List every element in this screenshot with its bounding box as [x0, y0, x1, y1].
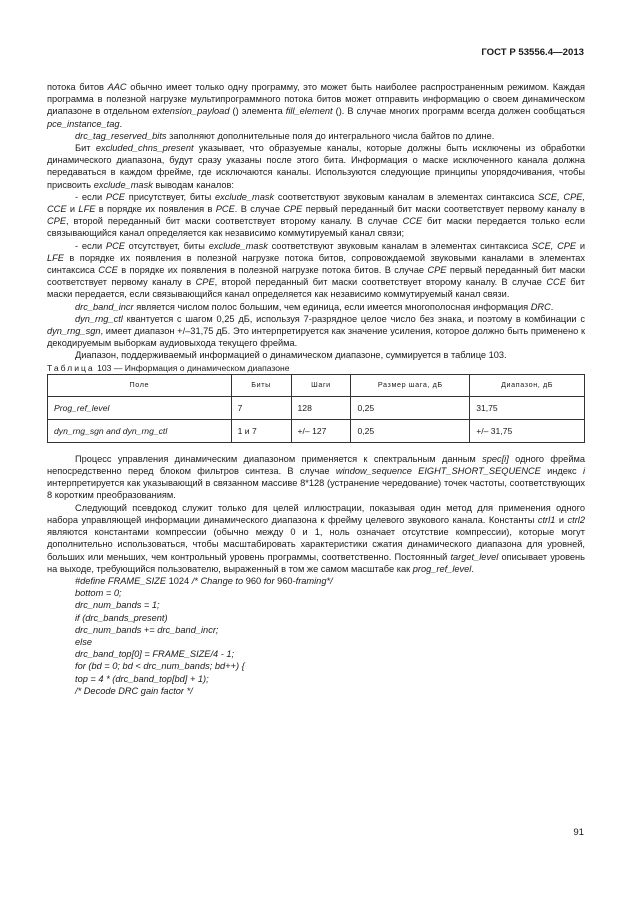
- code-line: #define FRAME_SIZE 1024 /* Change to 960 for 960-framing*/: [75, 575, 333, 586]
- paragraph-process: Процесс управления динамическим диапазоном применяется к спектральным данным spec[i] одного фрейма непосредственно перед блоком фильтров синтеза. В случае window_sequence EIGHT_SHORT_SEQUENCE индекс i интерпретируется как указывающий в связанном массиве 8*128 (устранение чередование) точек частоты, соответствующих 8 коротким преобразованиям.: [47, 453, 585, 501]
- header-field: Поле: [48, 374, 232, 396]
- code-line: drc_num_bands += drc_band_incr;: [75, 624, 219, 635]
- header-step-size: Размер шага, дБ: [351, 374, 470, 396]
- header-steps: Шаги: [291, 374, 351, 396]
- cell-steps: 128: [291, 396, 351, 419]
- cell-steps: +/– 127: [291, 419, 351, 442]
- table-caption: Таблица 103 — Информация о динамическом диапазоне: [47, 362, 290, 373]
- list-item-pce-present: - если PCE присутствует, биты exclude_mask соответствуют звуковым каналам в элементах синтаксиса SCE, CPE, CCE и LFE в порядке их появления в PCE. В случае CPE первый переданный бит маски соответствует первому каналу в CPE, второй переданный бит маски соответствует второму каналу. В случае CCE бит маски передается только если связывающийся канал определяется как независимо коммутируемый канал связи;: [47, 191, 586, 239]
- header-bits: Биты: [231, 374, 291, 396]
- cell-field: Prog_ref_level: [48, 396, 232, 419]
- table-row: [48, 396, 585, 419]
- code-line: drc_band_top[0] = FRAME_SIZE/4 - 1;: [75, 649, 235, 660]
- paragraph-reserved-bits: drc_tag_reserved_bits заполняют дополнительные поля до интегрального числа байтов по длине.: [75, 130, 495, 141]
- paragraph-excluded-channels: Бит excluded_chns_present указывает, что образуемые каналы, которые должны быть исключены из обработки динамического диапазона, будут сразу указаны после этого бита. Информация о маске исключенного канала должна передаваться в каждом фрейме, где исключаются каналы. Используются следующие принципы упорядочивания, чтобы присвоить exclude_mask выводам каналов:: [47, 143, 585, 190]
- list-item-pce-absent: - если PCE отсутствует, биты exclude_mask соответствуют звуковым каналам в элементах синтаксиса SCE, CPE и LFE в порядке их появления в полезной нагрузке потока битов, сопровождаемой звуковыми каналами в элементах синтаксиса CCE в порядке их появления в полезной нагрузке потока битов. В случае CPE первый переданный бит маски соответствует первому каналу в CPE, второй переданный бит маски соответствует второму каналу. В случае CCE бит маски передается, если связывающийся канал определяется как независимо коммутируемый канал связи.: [47, 240, 586, 300]
- cell-step-size: 0,25: [351, 396, 470, 419]
- document-body: [47, 81, 585, 697]
- paragraph-pseudocode-intro: Следующий псевдокод служит только для целей иллюстрации, показывая один метод для применения одного набора управляющей информации динамического диапазона к фрейму целевого звукового канала. Константы ctrl1 и ctrl2 являются константами компрессии (обычно между 0 и 1, ноль означает отсутствие компрессии), которые могут дополнительно использоваться, чтобы масштабировать характеристики сжатия динамического диапазона для уровней, больших или меньших, чем контрольный уровень программы, соответственно. Постоянный target_level описывает уровень на выходе, требующийся пользователю, выраженный в том же самом масштабе как prog_ref_level.: [47, 502, 585, 574]
- table-row: [48, 419, 585, 442]
- code-line: else: [75, 636, 92, 647]
- page-number: 91: [573, 827, 584, 838]
- paragraph-dyn-rng: dyn_rng_ctl квантуется с шагом 0,25 дБ, используя 7-разрядное целое число без знака, и поэтому в комбинации с dyn_rng_sgn, имеет диапазон +/–31,75 дБ. Это интерпретируется как значение усиления, которое должно быть применено к декодируемым выборкам аудиовыхода текущего фрейма.: [47, 313, 585, 349]
- code-line: top = 4 * (drc_band_top[bd] + 1);: [75, 673, 209, 684]
- header-range: Диапазон, дБ: [470, 374, 585, 396]
- code-line: for (bd = 0; bd < drc_num_bands; bd++) {: [75, 661, 245, 672]
- drc-info-table: [47, 374, 585, 443]
- cell-bits: 7: [231, 396, 291, 419]
- paragraph-summary: Диапазон, поддерживаемый информацией о динамическом диапазоне, суммируется в таблице 103.: [75, 350, 507, 361]
- cell-range: 31,75: [470, 396, 585, 419]
- table-header-row: [48, 374, 585, 396]
- paragraph-intro: потока битов AAC обычно имеет только одну программу, это может быть наиболее распространенным режимом. Каждая программа в полезной нагрузке мультипрограммного потока битов может отправить информацию о своем динамическом диапазоне в отдельном extension_payload () элемента fill_element (). В случае многих программ всегда должен сообщаться pce_instance_tag.: [47, 82, 585, 129]
- cell-range: +/– 31,75: [470, 419, 585, 442]
- paragraph-band-incr: drc_band_incr является числом полос большим, чем единица, если имеется многополосная информация DRC.: [75, 301, 554, 312]
- code-line: bottom = 0;: [75, 588, 122, 599]
- cell-field: dyn_rng_sgn and dyn_rng_ctl: [48, 419, 232, 442]
- cell-step-size: 0,25: [351, 419, 470, 442]
- cell-bits: 1 и 7: [231, 419, 291, 442]
- code-line: if (drc_bands_present): [75, 612, 168, 623]
- pseudocode-block: [47, 575, 585, 697]
- code-line: /* Decode DRC gain factor */: [75, 685, 193, 696]
- standard-header: ГОСТ Р 53556.4—2013: [481, 47, 584, 58]
- code-line: drc_num_bands = 1;: [75, 600, 160, 611]
